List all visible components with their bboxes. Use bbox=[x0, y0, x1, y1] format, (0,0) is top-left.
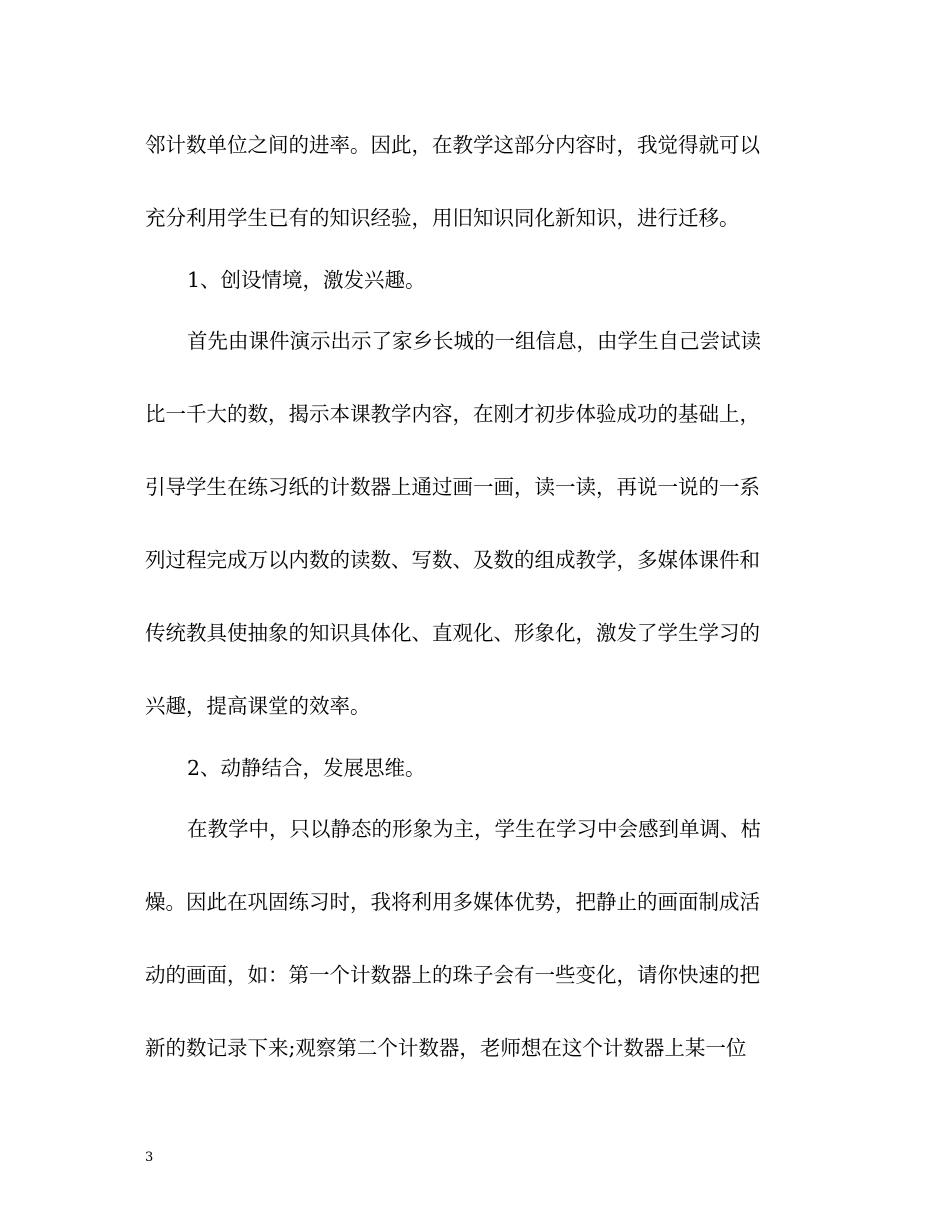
text-line: 兴趣，提高课堂的效率。 bbox=[145, 694, 371, 718]
text-line: 列过程完成万以内数的读数、写数、及数的组成教学，多媒体课件和 bbox=[145, 548, 760, 572]
text-line: 邻计数单位之间的进率。因此，在教学这部分内容时，我觉得就可以 bbox=[145, 133, 760, 157]
text-line: 燥。因此在巩固练习时，我将利用多媒体优势，把静止的画面制成活 bbox=[145, 890, 760, 914]
text-line: 动的画面，如：第一个计数器上的珠子会有一些变化，请你快速的把 bbox=[145, 963, 760, 987]
text-line: 在教学中，只以静态的形象为主，学生在学习中会感到单调、枯 bbox=[187, 817, 761, 841]
section-heading: 1、创设情境，激发兴趣。 bbox=[187, 268, 426, 292]
text-line: 传统教具使抽象的知识具体化、直观化、形象化，激发了学生学习的 bbox=[145, 621, 760, 645]
text-line: 引导学生在练习纸的计数器上通过画一画，读一读，再说一说的一系 bbox=[145, 475, 760, 499]
text-line: 充分利用学生已有的知识经验，用旧知识同化新知识，进行迁移。 bbox=[145, 206, 740, 230]
section-heading: 2、动静结合，发展思维。 bbox=[187, 756, 426, 780]
text-line: 新的数记录下来;观察第二个计数器，老师想在这个计数器上某一位 bbox=[145, 1036, 747, 1060]
text-line: 比一千大的数，揭示本课教学内容，在刚才初步体验成功的基础上， bbox=[145, 402, 760, 426]
page-number: 3 bbox=[145, 1150, 154, 1165]
text-line: 首先由课件演示出示了家乡长城的一组信息，由学生自己尝试读 bbox=[187, 329, 761, 353]
